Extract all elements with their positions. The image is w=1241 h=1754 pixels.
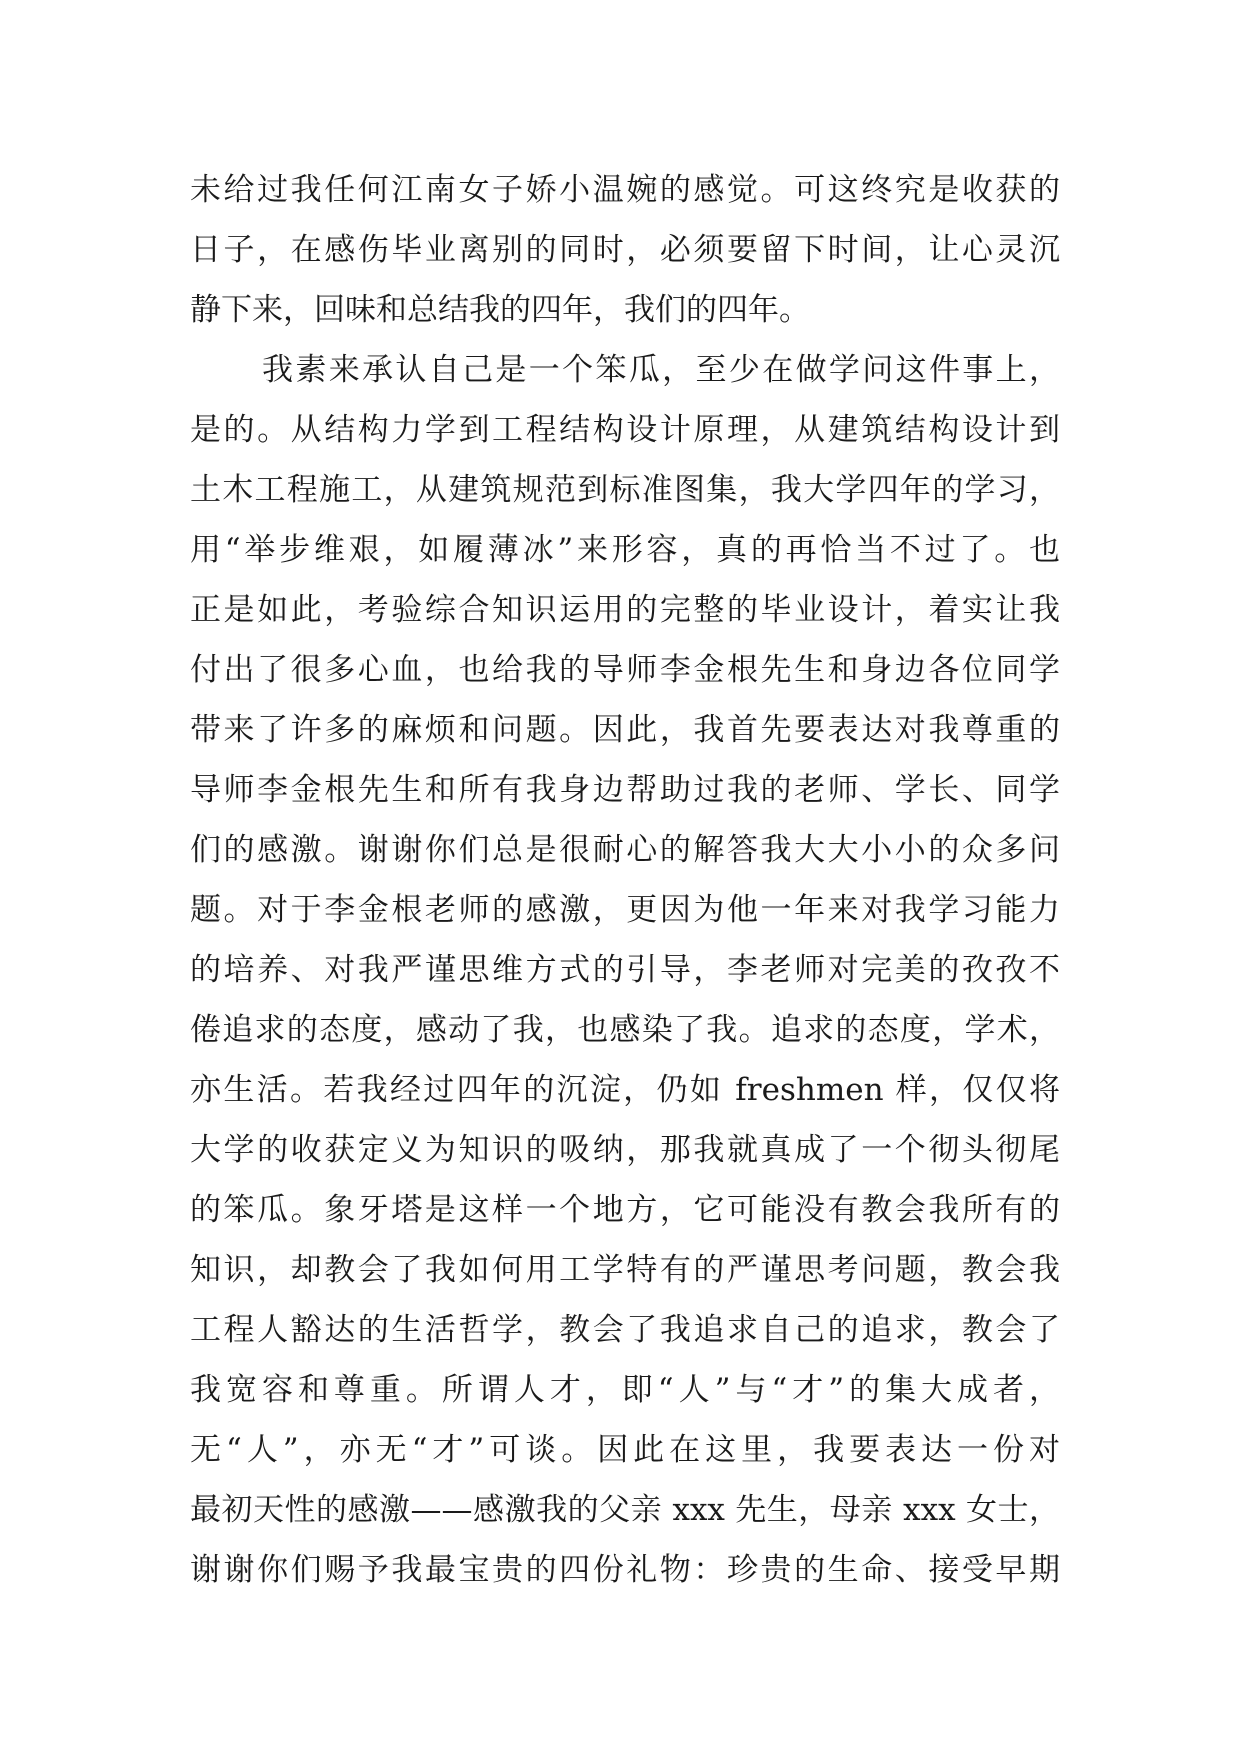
- text-line: 带来了许多的麻烦和问题。因此，我首先要表达对我尊重的: [190, 712, 1060, 748]
- text-line: 我宽容和尊重。所谓人才，即“人”与“才”的集大成者，: [190, 1372, 1060, 1408]
- text-line: 日子，在感伤毕业离别的同时，必须要留下时间，让心灵沉: [190, 232, 1060, 268]
- text-line: 的笨瓜。象牙塔是这样一个地方，它可能没有教会我所有的: [190, 1192, 1060, 1228]
- text-line: 工程人豁达的生活哲学，教会了我追求自己的追求，教会了: [190, 1312, 1060, 1348]
- text-line: 无“人”，亦无“才”可谈。因此在这里，我要表达一份对: [190, 1432, 1060, 1468]
- body-text: [190, 160, 1060, 1600]
- paragraph-end-line: 静下来，回味和总结我的四年，我们的四年。: [190, 292, 810, 328]
- text-line: 最初天性的感激——感激我的父亲 xxx 先生，母亲 xxx 女士，: [190, 1492, 1060, 1528]
- text-line: 正是如此，考验综合知识运用的完整的毕业设计，着实让我: [190, 592, 1060, 628]
- text-line: 的培养、对我严谨思维方式的引导，李老师对完美的孜孜不: [190, 952, 1060, 988]
- text-line: 导师李金根先生和所有我身边帮助过我的老师、学长、同学: [190, 772, 1060, 808]
- text-line: 倦追求的态度，感动了我，也感染了我。追求的态度，学术，: [190, 1012, 1060, 1048]
- text-line: 付出了很多心血，也给我的导师李金根先生和身边各位同学: [190, 652, 1060, 688]
- text-line: 亦生活。若我经过四年的沉淀，仍如 freshmen 样，仅仅将: [190, 1072, 1060, 1108]
- text-line: 土木工程施工，从建筑规范到标准图集，我大学四年的学习，: [190, 472, 1060, 508]
- text-line: 题。对于李金根老师的感激，更因为他一年来对我学习能力: [190, 892, 1060, 928]
- text-line: 大学的收获定义为知识的吸纳，那我就真成了一个彻头彻尾: [190, 1132, 1060, 1168]
- text-line: 谢谢你们赐予我最宝贵的四份礼物：珍贵的生命、接受早期: [190, 1552, 1060, 1588]
- paragraph-start-line: 我素来承认自己是一个笨瓜，至少在做学问这件事上，: [262, 352, 1060, 388]
- text-line: 未给过我任何江南女子娇小温婉的感觉。可这终究是收获的: [190, 172, 1060, 208]
- text-line: 是的。从结构力学到工程结构设计原理，从建筑结构设计到: [190, 412, 1060, 448]
- text-line: 用“举步维艰，如履薄冰”来形容，真的再恰当不过了。也: [190, 532, 1060, 568]
- text-line: 们的感激。谢谢你们总是很耐心的解答我大大小小的众多问: [190, 832, 1060, 868]
- text-line: 知识，却教会了我如何用工学特有的严谨思考问题，教会我: [190, 1252, 1060, 1288]
